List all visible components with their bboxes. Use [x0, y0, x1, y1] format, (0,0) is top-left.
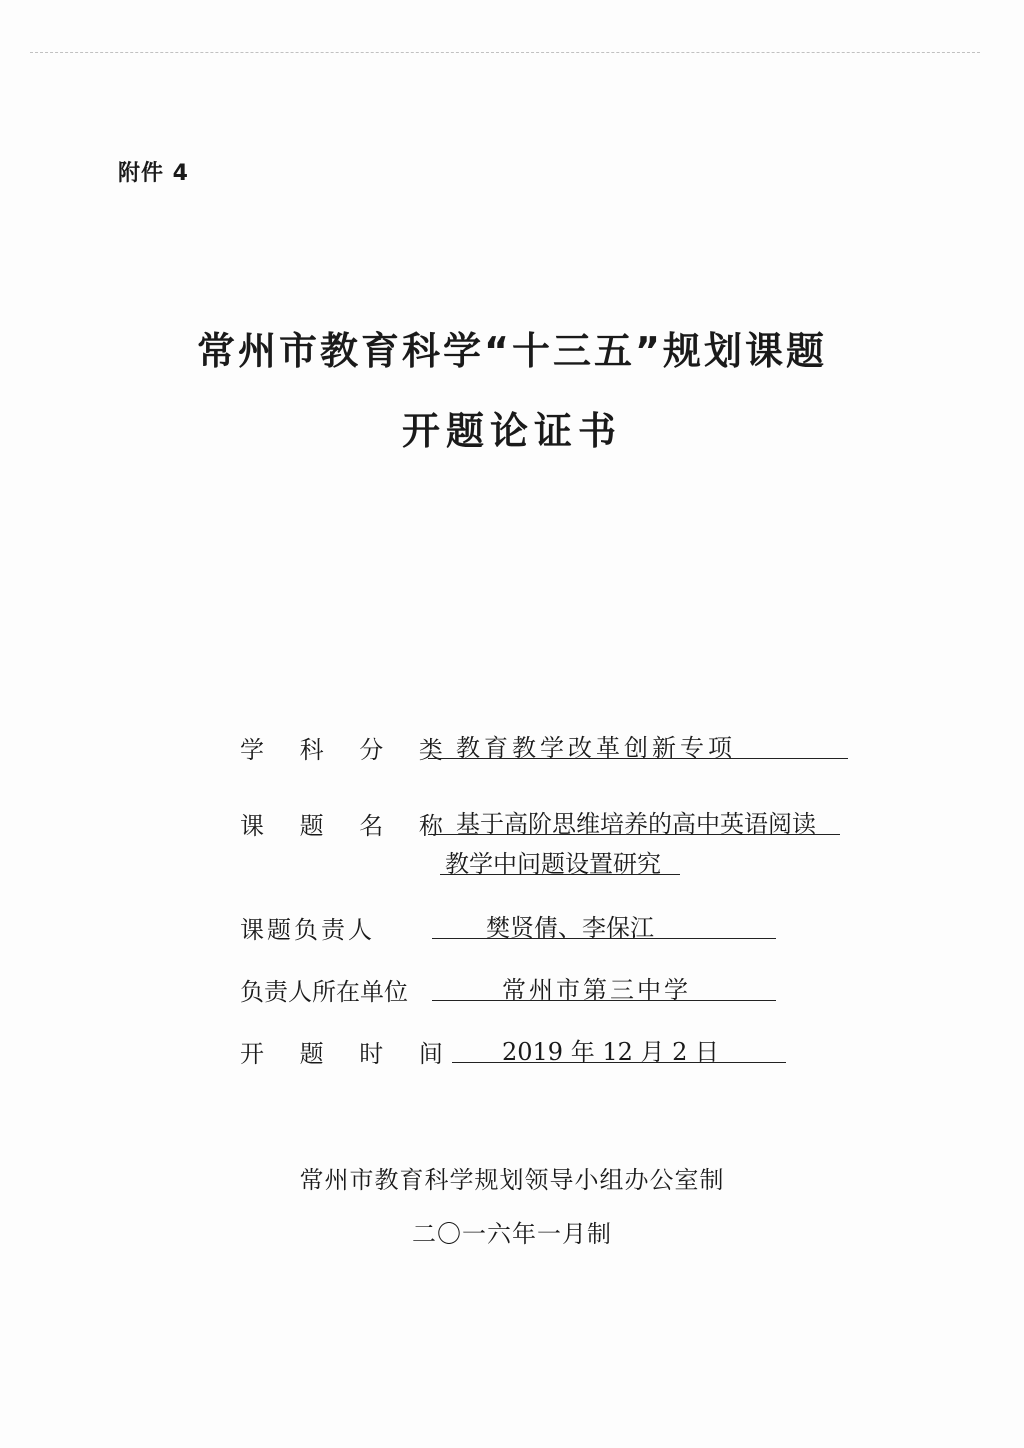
field-value-line2: 教学中问题设置研究 — [445, 850, 661, 878]
scan-edge-divider — [30, 52, 980, 53]
footer-organization: 常州市教育科学规划领导小组办公室制 — [299, 1166, 725, 1194]
field-value: 常州市第三中学 — [502, 976, 691, 1004]
field-unit — [240, 972, 860, 1008]
field-leader — [240, 910, 860, 946]
field-value: 2019 年 12 月 2 日 — [502, 1038, 720, 1066]
field-label: 课 题 名 称 — [240, 812, 457, 840]
attachment-label: 附件 4 — [118, 161, 189, 186]
footer-date: 二〇一六年一月制 — [412, 1220, 612, 1248]
field-label: 课题负责人 — [240, 916, 375, 944]
field-value-line1: 基于高阶思维培养的高中英语阅读 — [456, 810, 816, 838]
field-label: 学 科 分 类 — [240, 736, 457, 764]
field-label: 负责人所在单位 — [240, 978, 408, 1006]
field-value: 教育教学改革创新专项 — [456, 734, 736, 762]
field-topic-name-cont — [240, 846, 860, 882]
document-subtitle: 开题论证书 — [401, 409, 622, 453]
field-subject-category — [240, 730, 860, 766]
field-opening-time — [240, 1034, 860, 1070]
field-topic-name — [240, 806, 860, 842]
field-label: 开 题 时 间 — [240, 1040, 457, 1068]
field-value: 樊贤倩、李保江 — [486, 914, 654, 942]
document-title: 常州市教育科学“十三五”规划课题 — [197, 329, 827, 373]
